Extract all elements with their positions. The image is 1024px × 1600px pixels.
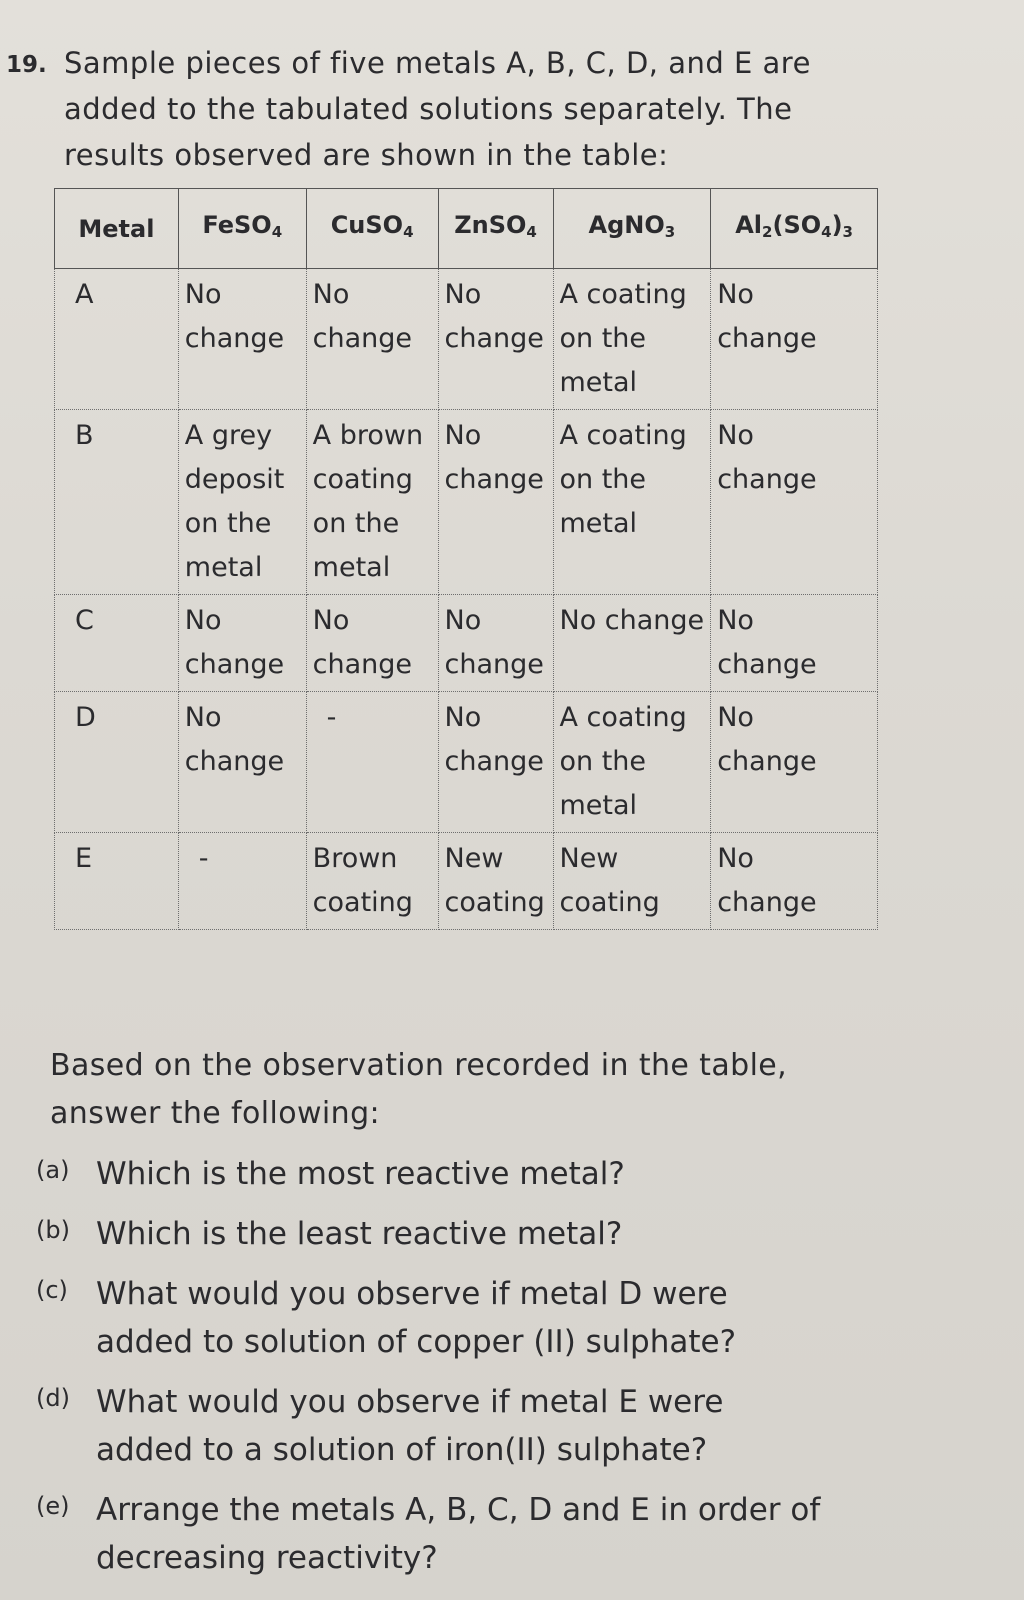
column-header — [711, 189, 878, 269]
question-line: results observed are shown in the table: — [64, 138, 669, 172]
subquestion-line: What would you observe if metal E were — [96, 1384, 724, 1420]
subquestion-text — [96, 1486, 986, 1582]
formula-subscript: 4 — [821, 223, 832, 241]
cell-line: No — [444, 605, 482, 636]
formula-text: ) — [831, 211, 843, 239]
subquestion-text — [96, 1270, 986, 1366]
cell-line: change — [184, 323, 285, 354]
observation-cell — [553, 833, 711, 930]
observation-cell — [553, 595, 711, 692]
cell-line: change — [444, 464, 544, 495]
cell-line: deposit — [184, 464, 285, 495]
formula-subscript: 3 — [842, 223, 853, 241]
observation-cell — [711, 269, 878, 410]
cell-line: on the — [559, 746, 647, 777]
table-body — [55, 269, 878, 930]
observation-cell — [711, 833, 878, 930]
cell-line: Brown — [312, 843, 398, 874]
subquestion — [36, 1378, 986, 1474]
cell-line: on the — [559, 323, 647, 354]
observation-cell — [711, 692, 878, 833]
observation-cell — [438, 833, 553, 930]
cell-line: No — [717, 420, 754, 451]
formula-subscript: 2 — [762, 223, 773, 241]
cell-line: A brown — [312, 420, 424, 451]
metal-cell: E — [55, 833, 179, 930]
cell-line: coating — [444, 887, 545, 918]
cell-line: change — [717, 746, 817, 777]
observation-cell — [178, 833, 306, 930]
subquestion-text — [96, 1378, 986, 1474]
cell-line: No — [444, 702, 482, 733]
cell-line: No — [184, 279, 222, 310]
table-row — [55, 269, 878, 410]
formula-subscript: 4 — [403, 223, 414, 241]
question-line: added to the tabulated solutions separately. The — [64, 92, 793, 126]
observation-cell — [306, 595, 438, 692]
subquestion-label: (a) — [36, 1156, 70, 1184]
cell-line: change — [717, 464, 817, 495]
subquestion-line: Arrange the metals A, B, C, D and E in order of — [96, 1492, 821, 1528]
table-header-row — [55, 189, 878, 269]
cell-line: metal — [312, 552, 391, 583]
cell-line: change — [184, 746, 285, 777]
cell-line: A coating — [559, 420, 687, 451]
cell-line: change — [444, 649, 544, 680]
cell-line: New — [559, 843, 619, 874]
observation-cell — [178, 595, 306, 692]
cell-line: - — [198, 843, 209, 874]
cell-line: change — [312, 649, 413, 680]
formula-text: AgNO — [588, 211, 665, 239]
cell-line: A coating — [559, 702, 687, 733]
question-text — [64, 40, 964, 178]
cell-line: change — [444, 323, 544, 354]
instructions — [50, 1042, 950, 1138]
formula-subscript: 4 — [271, 223, 283, 241]
formula-subscript: 3 — [664, 223, 676, 241]
subquestion-text — [96, 1210, 986, 1258]
formula-text: FeSO — [202, 211, 272, 239]
subquestion — [36, 1210, 986, 1258]
observation-cell — [306, 692, 438, 833]
observation-cell — [711, 595, 878, 692]
subquestion-line: added to a solution of iron(II) sulphate? — [96, 1432, 708, 1468]
column-header — [438, 189, 553, 269]
table-row — [55, 595, 878, 692]
cell-line: metal — [184, 552, 263, 583]
instruction-line: answer the following: — [50, 1096, 381, 1131]
cell-line: No — [717, 605, 754, 636]
column-header — [55, 189, 179, 269]
observation-cell — [438, 692, 553, 833]
cell-line: No — [717, 843, 754, 874]
observation-cell — [438, 269, 553, 410]
instruction-line: Based on the observation recorded in the table, — [50, 1048, 788, 1083]
cell-line: change — [717, 887, 817, 918]
subquestion-label: (d) — [36, 1384, 70, 1412]
table-row — [55, 833, 878, 930]
observation-cell — [553, 410, 711, 595]
subquestion-line: Which is the least reactive metal? — [96, 1216, 623, 1252]
header-text: Metal — [78, 214, 155, 243]
cell-line: metal — [559, 790, 638, 821]
cell-line: metal — [559, 508, 638, 539]
observation-cell — [306, 410, 438, 595]
observation-cell — [306, 833, 438, 930]
cell-line: coating — [312, 464, 413, 495]
formula-subscript: 4 — [526, 223, 537, 241]
column-header — [178, 189, 306, 269]
cell-line: No — [444, 279, 482, 310]
cell-line: - — [326, 702, 337, 733]
question-line: Sample pieces of five metals A, B, C, D, and E are — [64, 46, 811, 80]
subquestion-line: decreasing reactivity? — [96, 1540, 438, 1576]
cell-line: on the — [312, 508, 400, 539]
subquestion-line: Which is the most reactive metal? — [96, 1156, 625, 1192]
cell-line: on the — [184, 508, 272, 539]
observation-cell — [553, 269, 711, 410]
table-row — [55, 692, 878, 833]
cell-line: No — [312, 605, 350, 636]
cell-line: No — [312, 279, 350, 310]
cell-line: New — [444, 843, 504, 874]
column-header — [553, 189, 711, 269]
observation-cell — [178, 692, 306, 833]
subquestion-list — [36, 1150, 986, 1594]
subquestion-label: (b) — [36, 1216, 70, 1244]
cell-line: change — [717, 323, 817, 354]
subquestion — [36, 1150, 986, 1198]
observation-cell — [178, 269, 306, 410]
subquestion-line: added to solution of copper (II) sulphate? — [96, 1324, 737, 1360]
metal-cell: C — [55, 595, 179, 692]
cell-line: A grey — [184, 420, 273, 451]
cell-line: No — [184, 605, 222, 636]
subquestion-label: (e) — [36, 1492, 70, 1520]
formula-text: (SO — [772, 211, 822, 239]
cell-line: coating — [312, 887, 413, 918]
observation-cell — [306, 269, 438, 410]
cell-line: A coating — [559, 279, 687, 310]
cell-line: change — [444, 746, 544, 777]
metal-cell: D — [55, 692, 179, 833]
subquestion-text — [96, 1150, 986, 1198]
formula-text: ZnSO — [454, 211, 527, 239]
table-row — [55, 410, 878, 595]
question-number: 19. — [6, 52, 47, 78]
observation-table — [54, 188, 878, 930]
observation-cell — [438, 410, 553, 595]
observation-cell — [438, 595, 553, 692]
metal-cell: A — [55, 269, 179, 410]
formula-text: CuSO — [330, 211, 404, 239]
subquestion-label: (c) — [36, 1276, 68, 1304]
cell-line: change — [312, 323, 413, 354]
cell-line: change — [717, 649, 817, 680]
observation-cell — [711, 410, 878, 595]
subquestion-line: What would you observe if metal D were — [96, 1276, 728, 1312]
subquestion — [36, 1270, 986, 1366]
observation-cell — [178, 410, 306, 595]
cell-line: No — [717, 702, 754, 733]
column-header — [306, 189, 438, 269]
cell-line: No — [444, 420, 482, 451]
metal-cell: B — [55, 410, 179, 595]
cell-line: coating — [559, 887, 660, 918]
cell-line: No — [184, 702, 222, 733]
subquestion — [36, 1486, 986, 1582]
cell-line: change — [184, 649, 285, 680]
formula-text: Al — [735, 211, 763, 239]
cell-line: metal — [559, 367, 638, 398]
cell-line: on the — [559, 464, 647, 495]
observation-cell — [553, 692, 711, 833]
cell-line: No change — [559, 605, 705, 636]
cell-line: No — [717, 279, 754, 310]
